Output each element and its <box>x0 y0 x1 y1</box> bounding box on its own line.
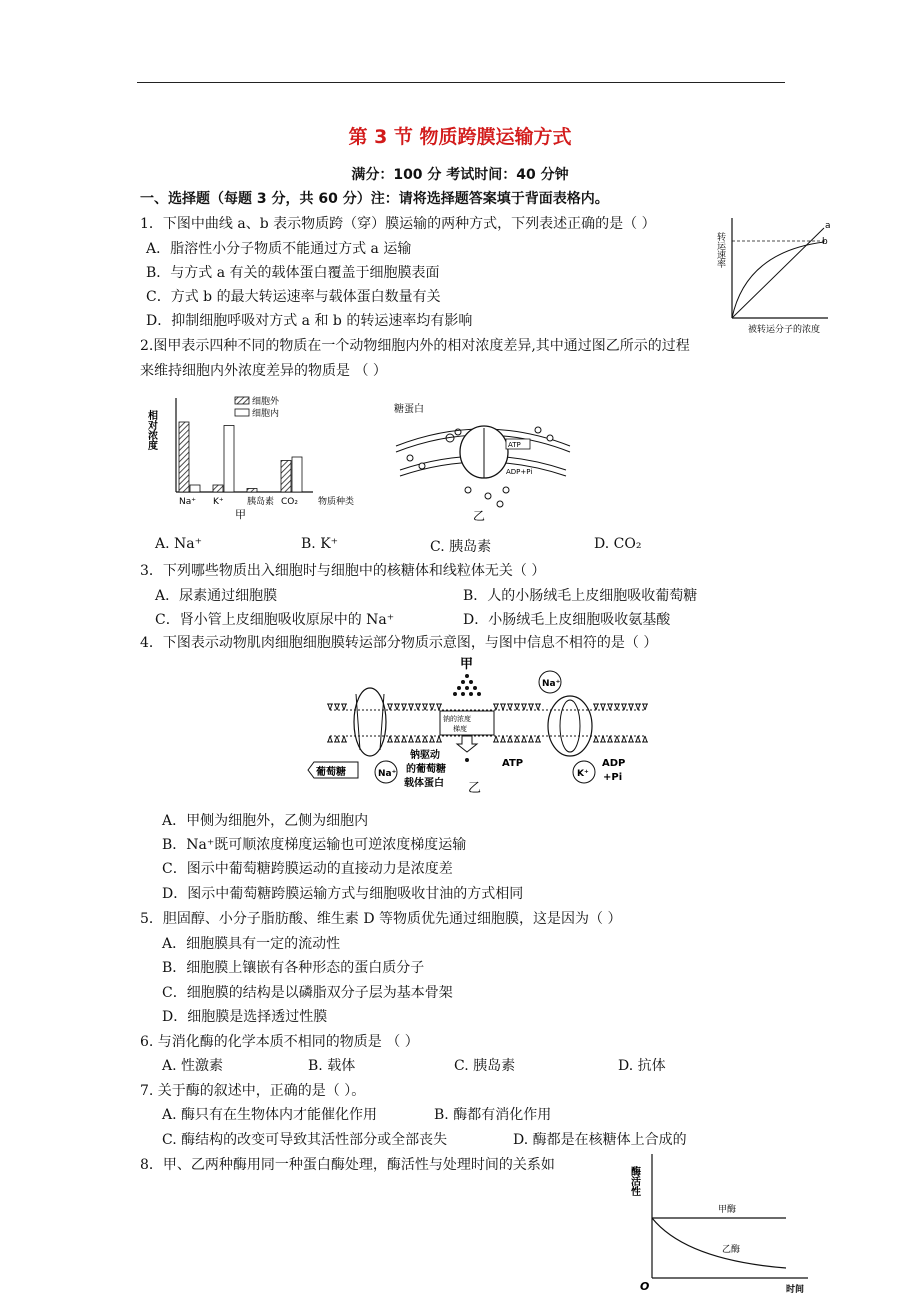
phospholipid <box>334 704 340 710</box>
q8-line-yi <box>652 1218 786 1268</box>
q1-option-c: C．方式 b 的最大转运速率与载体蛋白数量有关 <box>146 289 441 305</box>
bar-inside-1 <box>224 426 234 493</box>
q7-option-d: D. 酶都是在核糖体上合成的 <box>513 1132 687 1148</box>
phospholipid <box>436 736 442 742</box>
particle <box>407 455 413 461</box>
q1-curve-a <box>732 228 824 318</box>
q6-option-d: D. 抗体 <box>618 1058 666 1074</box>
q2-option-a: A. Na⁺ <box>155 536 202 552</box>
phospholipid <box>394 736 400 742</box>
q2-y-label: 相对浓度 <box>145 410 157 450</box>
phospholipid <box>600 704 606 710</box>
phospholipid <box>642 704 648 710</box>
q4-carrier-label-3: 载体蛋白 <box>404 778 444 789</box>
q1-y-label: 转运速率 <box>715 232 725 268</box>
q2-glycoprotein-label: 糖蛋白 <box>394 404 424 415</box>
q8-y-label: 酶活性 <box>628 1166 640 1196</box>
phospholipid <box>401 704 407 710</box>
phospholipid <box>429 736 435 742</box>
particle <box>547 435 553 441</box>
q2-fig-yi-membrane <box>388 392 578 522</box>
q4-option-a: A．甲侧为细胞外，乙侧为细胞内 <box>162 813 369 829</box>
section-heading: 一、选择题（每题 3 分，共 60 分）注：请将选择题答案填于背面表格内。 <box>140 191 609 207</box>
q2-stem-line1: 2.图甲表示四种不同的物质在一个动物细胞内外的相对浓度差异,其中通过图乙所示的过程 <box>140 338 690 354</box>
phospholipid <box>593 704 599 710</box>
phospholipid <box>493 704 499 710</box>
q2-atp-label: ATP <box>508 441 521 449</box>
q4-membrane-figure <box>300 654 650 798</box>
q8-origin: O <box>640 1280 650 1293</box>
q2-option-c: C. 胰岛素 <box>430 539 492 555</box>
phospholipid <box>415 704 421 710</box>
phospholipid <box>614 736 620 742</box>
q5-option-b: B．细胞膜上镶嵌有各种形态的蛋白质分子 <box>162 960 425 976</box>
q2-bar-chart <box>143 390 393 520</box>
gradient-dots <box>453 674 481 696</box>
q4-option-c: C．图示中葡萄糖跨膜运动的直接动力是浓度差 <box>162 861 453 877</box>
q1-option-d: D．抑制细胞呼吸对方式 a 和 b 的转运速率均有影响 <box>146 313 473 329</box>
phospholipid <box>401 736 407 742</box>
phospholipid <box>514 736 520 742</box>
phospholipid <box>334 736 340 742</box>
q4-pi-label: +Pi <box>603 772 623 783</box>
q1-label-b: b <box>822 237 828 247</box>
q2-option-b: B. K⁺ <box>301 536 339 552</box>
phospholipid <box>535 736 541 742</box>
q8-x-label: 时间 <box>786 1285 805 1295</box>
q6-stem: 6. 与消化酶的化学本质不相同的物质是 （ ） <box>140 1034 419 1050</box>
q4-gradient-label-2: 梯度 <box>453 725 467 733</box>
particle <box>485 493 491 499</box>
phospholipid <box>628 736 634 742</box>
q1-label-a: a <box>825 221 831 231</box>
bar-outside-1 <box>213 485 223 492</box>
q3-stem: 3．下列哪些物质出入细胞时与细胞中的核糖体和线粒体无关（ ） <box>140 563 546 579</box>
q8-stem: 8．甲、乙两种酶用同一种蛋白酶处理，酶活性与处理时间的关系如 <box>140 1157 555 1173</box>
phospholipid <box>621 736 627 742</box>
phospholipid <box>521 736 527 742</box>
gradient-dot-low <box>465 758 469 762</box>
phospholipid <box>327 704 333 710</box>
particle <box>497 501 503 507</box>
q6-option-a: A. 性激素 <box>162 1058 224 1074</box>
phospholipid <box>507 704 513 710</box>
phospholipid <box>621 704 627 710</box>
q4-k-label: K⁺ <box>577 769 589 779</box>
phospholipid <box>607 704 613 710</box>
header-rule <box>137 82 785 83</box>
q1-transport-graph <box>708 214 838 338</box>
phospholipid <box>408 736 414 742</box>
q2-adp-label: ADP+Pi <box>506 468 533 476</box>
phospholipid <box>387 736 393 742</box>
particle <box>465 487 471 493</box>
page-title: 第 3 节 物质跨膜运输方式 <box>348 126 572 148</box>
q5-option-d: D．细胞膜是选择透过性膜 <box>162 1009 328 1025</box>
phospholipid <box>422 704 428 710</box>
q7-option-a: A. 酶只有在生物体内才能催化作用 <box>162 1107 378 1123</box>
na-k-pump <box>548 696 592 756</box>
q3-option-d: D．小肠绒毛上皮细胞吸收氨基酸 <box>463 612 671 628</box>
phospholipid <box>635 704 641 710</box>
q2-legend-inside: 细胞内 <box>252 409 280 419</box>
particle <box>535 427 541 433</box>
phospholipid <box>528 736 534 742</box>
q2-x-label: 物质种类 <box>318 497 355 507</box>
q7-option-b: B. 酶都有消化作用 <box>434 1107 552 1123</box>
phospholipid <box>387 704 393 710</box>
q4-na-left: Na⁺ <box>378 769 397 779</box>
q3-option-a: A．尿素通过细胞膜 <box>155 588 278 604</box>
particle <box>419 463 425 469</box>
q2-option-d: D. CO₂ <box>594 536 642 552</box>
q8-enzyme-graph <box>626 1148 816 1298</box>
phospholipid <box>436 704 442 710</box>
q8-label-yi: 乙酶 <box>722 1245 741 1255</box>
phospholipid <box>341 704 347 710</box>
q2-legend-swatch-inside <box>235 409 249 416</box>
q6-option-b: B. 载体 <box>308 1058 356 1074</box>
q4-side-yi: 乙 <box>468 781 482 796</box>
q2-fig-yi-caption: 乙 <box>473 509 486 522</box>
exam-info: 满分：100 分 考试时间：40 分钟 <box>351 167 569 183</box>
q2-legend-swatch-outside <box>235 397 249 404</box>
q5-option-c: C．细胞膜的结构是以磷脂双分子层为基本骨架 <box>162 985 453 1001</box>
q4-stem: 4．下图表示动物肌肉细胞细胞膜转运部分物质示意图，与图中信息不相符的是（ ） <box>140 635 658 651</box>
q1-x-label: 被转运分子的浓度 <box>748 325 821 335</box>
q5-option-a: A．细胞膜具有一定的流动性 <box>162 936 341 952</box>
phospholipid <box>327 736 333 742</box>
phospholipid <box>408 704 414 710</box>
phospholipid <box>422 736 428 742</box>
phospholipid <box>500 704 506 710</box>
q5-stem: 5．胆固醇、小分子脂肪酸、维生素 D 等物质优先通过细胞膜，这是因为（ ） <box>140 911 622 927</box>
phospholipid <box>642 736 648 742</box>
glucose-carrier <box>354 688 386 756</box>
phospholipid <box>500 736 506 742</box>
bar-category-label: 胰岛素 <box>247 497 275 507</box>
bar-outside-2 <box>247 489 257 493</box>
phospholipid <box>593 736 599 742</box>
q7-option-c: C. 酶结构的改变可导致其活性部分或全部丧失 <box>162 1132 448 1148</box>
q4-adp-label: ADP <box>602 758 626 769</box>
q6-option-c: C. 胰岛素 <box>454 1058 516 1074</box>
bar-inside-3 <box>292 457 302 492</box>
q4-carrier-label-2: 的葡萄糖 <box>406 764 446 775</box>
phospholipid <box>521 704 527 710</box>
phospholipid <box>341 736 347 742</box>
phospholipid <box>507 736 513 742</box>
phospholipid <box>415 736 421 742</box>
bar-outside-0 <box>179 422 189 492</box>
q2-stem-line2: 来维持细胞内外浓度差异的物质是 （ ） <box>140 363 387 379</box>
q4-atp-label: ATP <box>502 758 524 769</box>
phospholipid <box>429 704 435 710</box>
q3-option-b: B．人的小肠绒毛上皮细胞吸收葡萄糖 <box>463 588 698 604</box>
q1-option-b: B．与方式 a 有关的载体蛋白覆盖于细胞膜表面 <box>146 265 440 281</box>
q8-label-jia: 甲酶 <box>718 1205 737 1215</box>
q2-fig-jia-caption: 甲 <box>235 508 246 520</box>
phospholipid <box>535 704 541 710</box>
particle <box>503 487 509 493</box>
q2-legend-outside: 细胞外 <box>252 397 280 407</box>
q7-stem: 7. 关于酶的叙述中，正确的是（ ）。 <box>140 1083 366 1099</box>
phospholipid <box>607 736 613 742</box>
q3-option-c: C．肾小管上皮细胞吸收原尿中的 Na⁺ <box>155 612 395 628</box>
phospholipid <box>493 736 499 742</box>
phospholipid <box>628 704 634 710</box>
gradient-arrow <box>457 736 477 752</box>
phospholipid <box>600 736 606 742</box>
q4-gradient-label: 钠的浓度 <box>443 715 471 723</box>
phospholipid <box>394 704 400 710</box>
phospholipid <box>614 704 620 710</box>
phospholipid <box>635 736 641 742</box>
q4-glucose-label: 葡萄糖 <box>316 767 346 778</box>
phospholipid <box>514 704 520 710</box>
bar-category-label: K⁺ <box>213 497 224 507</box>
bar-inside-0 <box>190 485 200 492</box>
bar-category-label: CO₂ <box>281 497 298 507</box>
bar-outside-3 <box>281 461 291 493</box>
bar-category-label: Na⁺ <box>179 497 196 507</box>
q1-option-a: A．脂溶性小分子物质不能通过方式 a 运输 <box>146 241 412 257</box>
q4-option-d: D．图示中葡萄糖跨膜运输方式与细胞吸收甘油的方式相同 <box>162 886 524 902</box>
phospholipid <box>528 704 534 710</box>
pump-core <box>560 700 580 752</box>
q4-side-jia: 甲 <box>460 657 474 672</box>
q4-na-right: Na⁺ <box>542 679 561 689</box>
q4-option-b: B．Na⁺既可顺浓度梯度运输也可逆浓度梯度运输 <box>162 837 467 853</box>
q1-stem: 1．下图中曲线 a、b 表示物质跨（穿）膜运输的两种方式，下列表述正确的是（ ） <box>140 216 656 232</box>
q1-curve-b <box>732 242 824 318</box>
q4-carrier-label-1: 钠驱动 <box>410 750 440 761</box>
